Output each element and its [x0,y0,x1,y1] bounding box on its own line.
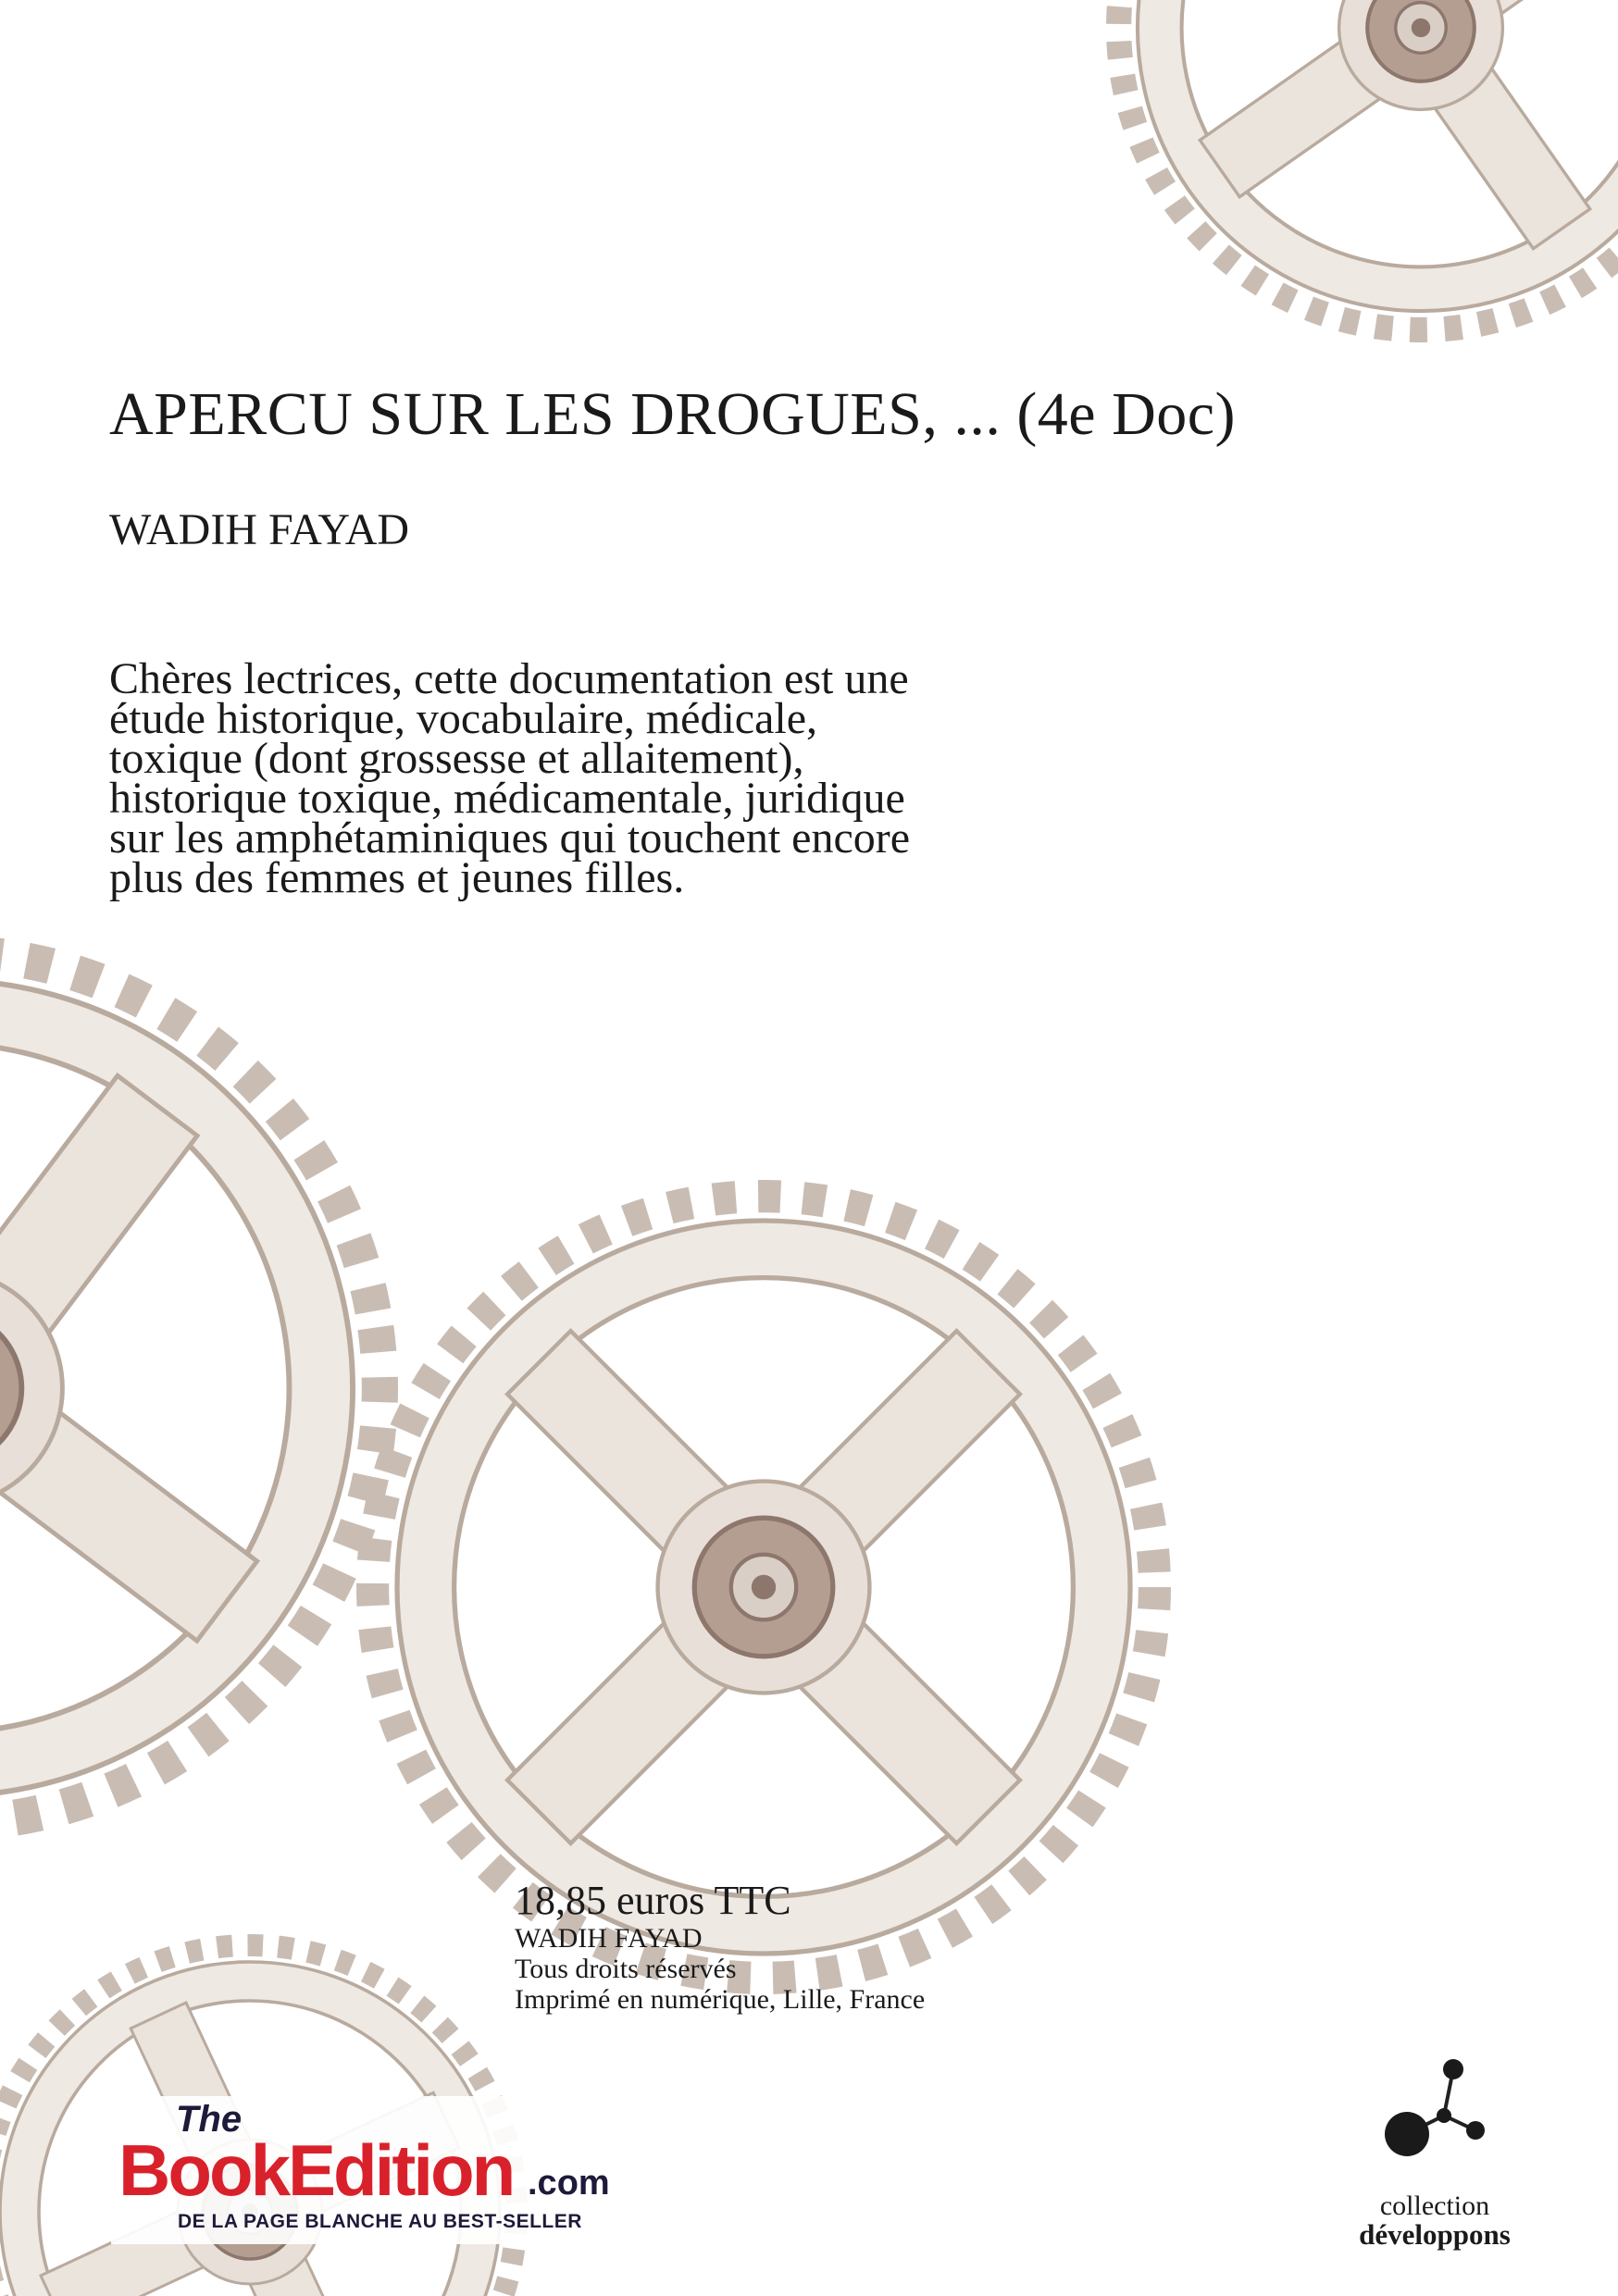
publisher-the: The [176,2099,243,2140]
molecule-icon [1377,2053,1488,2166]
book-summary: Chères lectrices, cette documentation est une étude historique, vocabulaire, médicale, toxique (dont grossesse et allaitement), historique toxique, médicamentale, juridique sur les amphétaminiques qui touchent encore plus des femmes et jeunes filles. [109,654,911,902]
collection-name: développons [1359,2218,1511,2251]
publisher-name: BookEdition [118,2129,514,2211]
print-location: Imprimé en numérique, Lille, France [515,1984,926,2015]
book-title: APERCU SUR LES DROGUES, ... (4e Doc) [109,380,1237,448]
rights-notice: Tous droits réservés [515,1954,737,1984]
collection-label: collection [1379,2191,1490,2221]
price: 18,85 euros TTC [515,1878,791,1923]
publisher-tagline: DE LA PAGE BLANCHE AU BEST-SELLER [178,2211,582,2232]
book-author: WADIH FAYAD [109,505,410,554]
publisher-domain: .com [528,2164,610,2203]
imprint-block [515,1879,925,2015]
publisher-logo [111,2096,648,2244]
imprint-author: WADIH FAYAD [515,1923,703,1954]
